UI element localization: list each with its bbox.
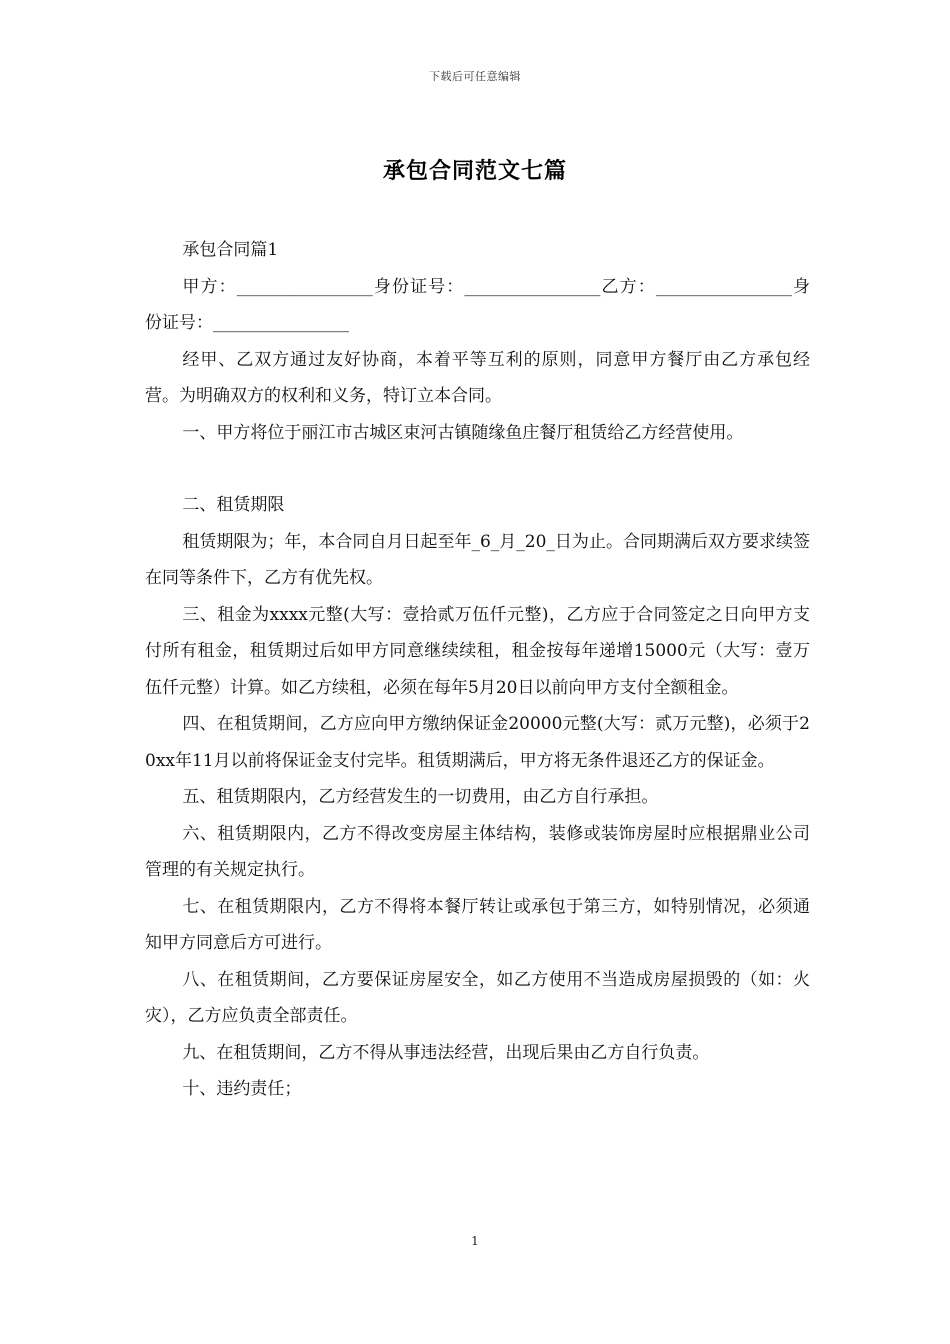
paragraph: 租赁期限为；年，本合同自月日起至年_6_月_20_日为止。合同期满后双方要求续签在同等条件下，乙方有优先权。 [145,531,810,588]
clause-3: 三、租金为xxxx元整(大写：壹拾贰万伍仟元整)，乙方应于合同签定之日向甲方支付所有租金，租赁期过后如甲方同意继续续租，租金按每年递增15000元（大写：壹万伍仟元整）计算。如乙方续租，必须在每年5月20日以前向甲方支付全额租金。 [145,604,810,698]
clause-6: 六、租赁期限内，乙方不得改变房屋主体结构，装修或装饰房屋时应根据鼎业公司管理的有关规定执行。 [145,823,810,880]
clause-9: 九、在租赁期间，乙方不得从事违法经营，出现后果由乙方自行负责。 [182,1042,710,1063]
clause-7: 七、在租赁期限内，乙方不得将本餐厅转让或承包于第三方，如特别情况，必须通知甲方同意后方可进行。 [145,896,810,953]
clause-8: 八、在租赁期间，乙方要保证房屋安全，如乙方使用不当造成房屋损毁的（如：火灾），乙方应负责全部责任。 [145,969,810,1026]
party-info-line: 甲方：________________身份证号：________________乙方：________________身份证号：________________ [145,276,810,333]
page-number: 1 [471,1234,479,1248]
header-note: 下载后可任意编辑 [429,70,521,83]
clause-10: 十、违约责任； [182,1079,302,1099]
clause-1: 一、甲方将位于丽江市古城区束河古镇随缘鱼庄餐厅租赁给乙方经营使用。 [182,422,744,443]
document-title: 承包合同范文七篇 [382,158,567,184]
paragraph: 经甲、乙双方通过友好协商，本着平等互利的原则，同意甲方餐厅由乙方承包经营。为明确双方的权利和义务，特订立本合同。 [145,349,810,406]
clause-2-heading: 二、租赁期限 [182,495,285,515]
clause-4: 四、在租赁期间，乙方应向甲方缴纳保证金20000元整(大写：贰万元整)，必须于20xx年11月以前将保证金支付完毕。租赁期满后，甲方将无条件退还乙方的保证金。 [145,714,810,771]
section-heading: 承包合同篇1 [182,240,279,260]
clause-5: 五、租赁期限内，乙方经营发生的一切费用，由乙方自行承担。 [182,787,659,807]
document-body [145,232,810,1108]
